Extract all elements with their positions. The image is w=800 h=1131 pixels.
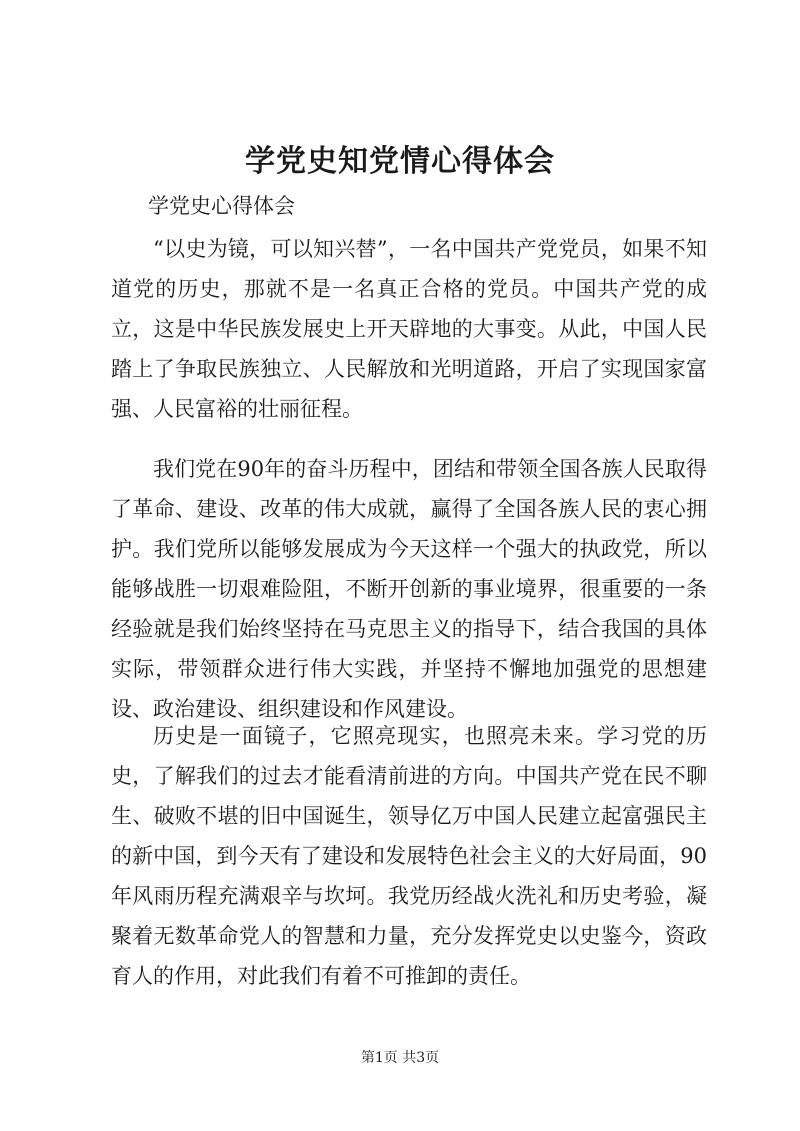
document-subtitle: 学党史心得体会 [148,194,295,218]
paragraph-2: 我们党在90年的奋斗历程中，团结和带领全国各族人民取得了革命、建设、改革的伟大成就，赢得了全国各族人民的衷心拥护。我们党所以能够发展成为今天这样一个强大的执政党，所以能够战胜一切艰难险阻，不断开创新的事业境界，很重要的一条经验就是我们始终坚持在马克思主义的指导下，结合我国的具体实际，带领群众进行伟大实践，并坚持不懈地加强党的思想建设、政治建设、组织建设和作风建设。 [111,457,707,721]
paragraph-3: 历史是一面镜子，它照亮现实，也照亮未来。学习党的历史，了解我们的过去才能看清前进的方向。中国共产党在民不聊生、破败不堪的旧中国诞生，领导亿万中国人民建立起富强民主的新中国，到今天有了建设和发展特色社会主义的大好局面，90年风雨历程充满艰辛与坎坷。我党历经战火洗礼和历史考验，凝聚着无数革命党人的智慧和力量，充分发挥党史以史鉴今，资政育人的作用，对此我们有着不可推卸的责任。 [111,724,707,988]
document-title: 学党史知党情心得体会 [245,144,555,179]
paragraph-1: “以史为镜，可以知兴替”，一名中国共产党党员，如果不知道党的历史，那就不是一名真正合格的党员。中国共产党的成立，这是中华民族发展史上开天辟地的大事变。从此，中国人民踏上了争取民族独立、人民解放和光明道路，开启了实现国家富强、人民富裕的壮丽征程。 [111,237,707,421]
page-footer: 第1页 共3页 [360,1050,440,1066]
